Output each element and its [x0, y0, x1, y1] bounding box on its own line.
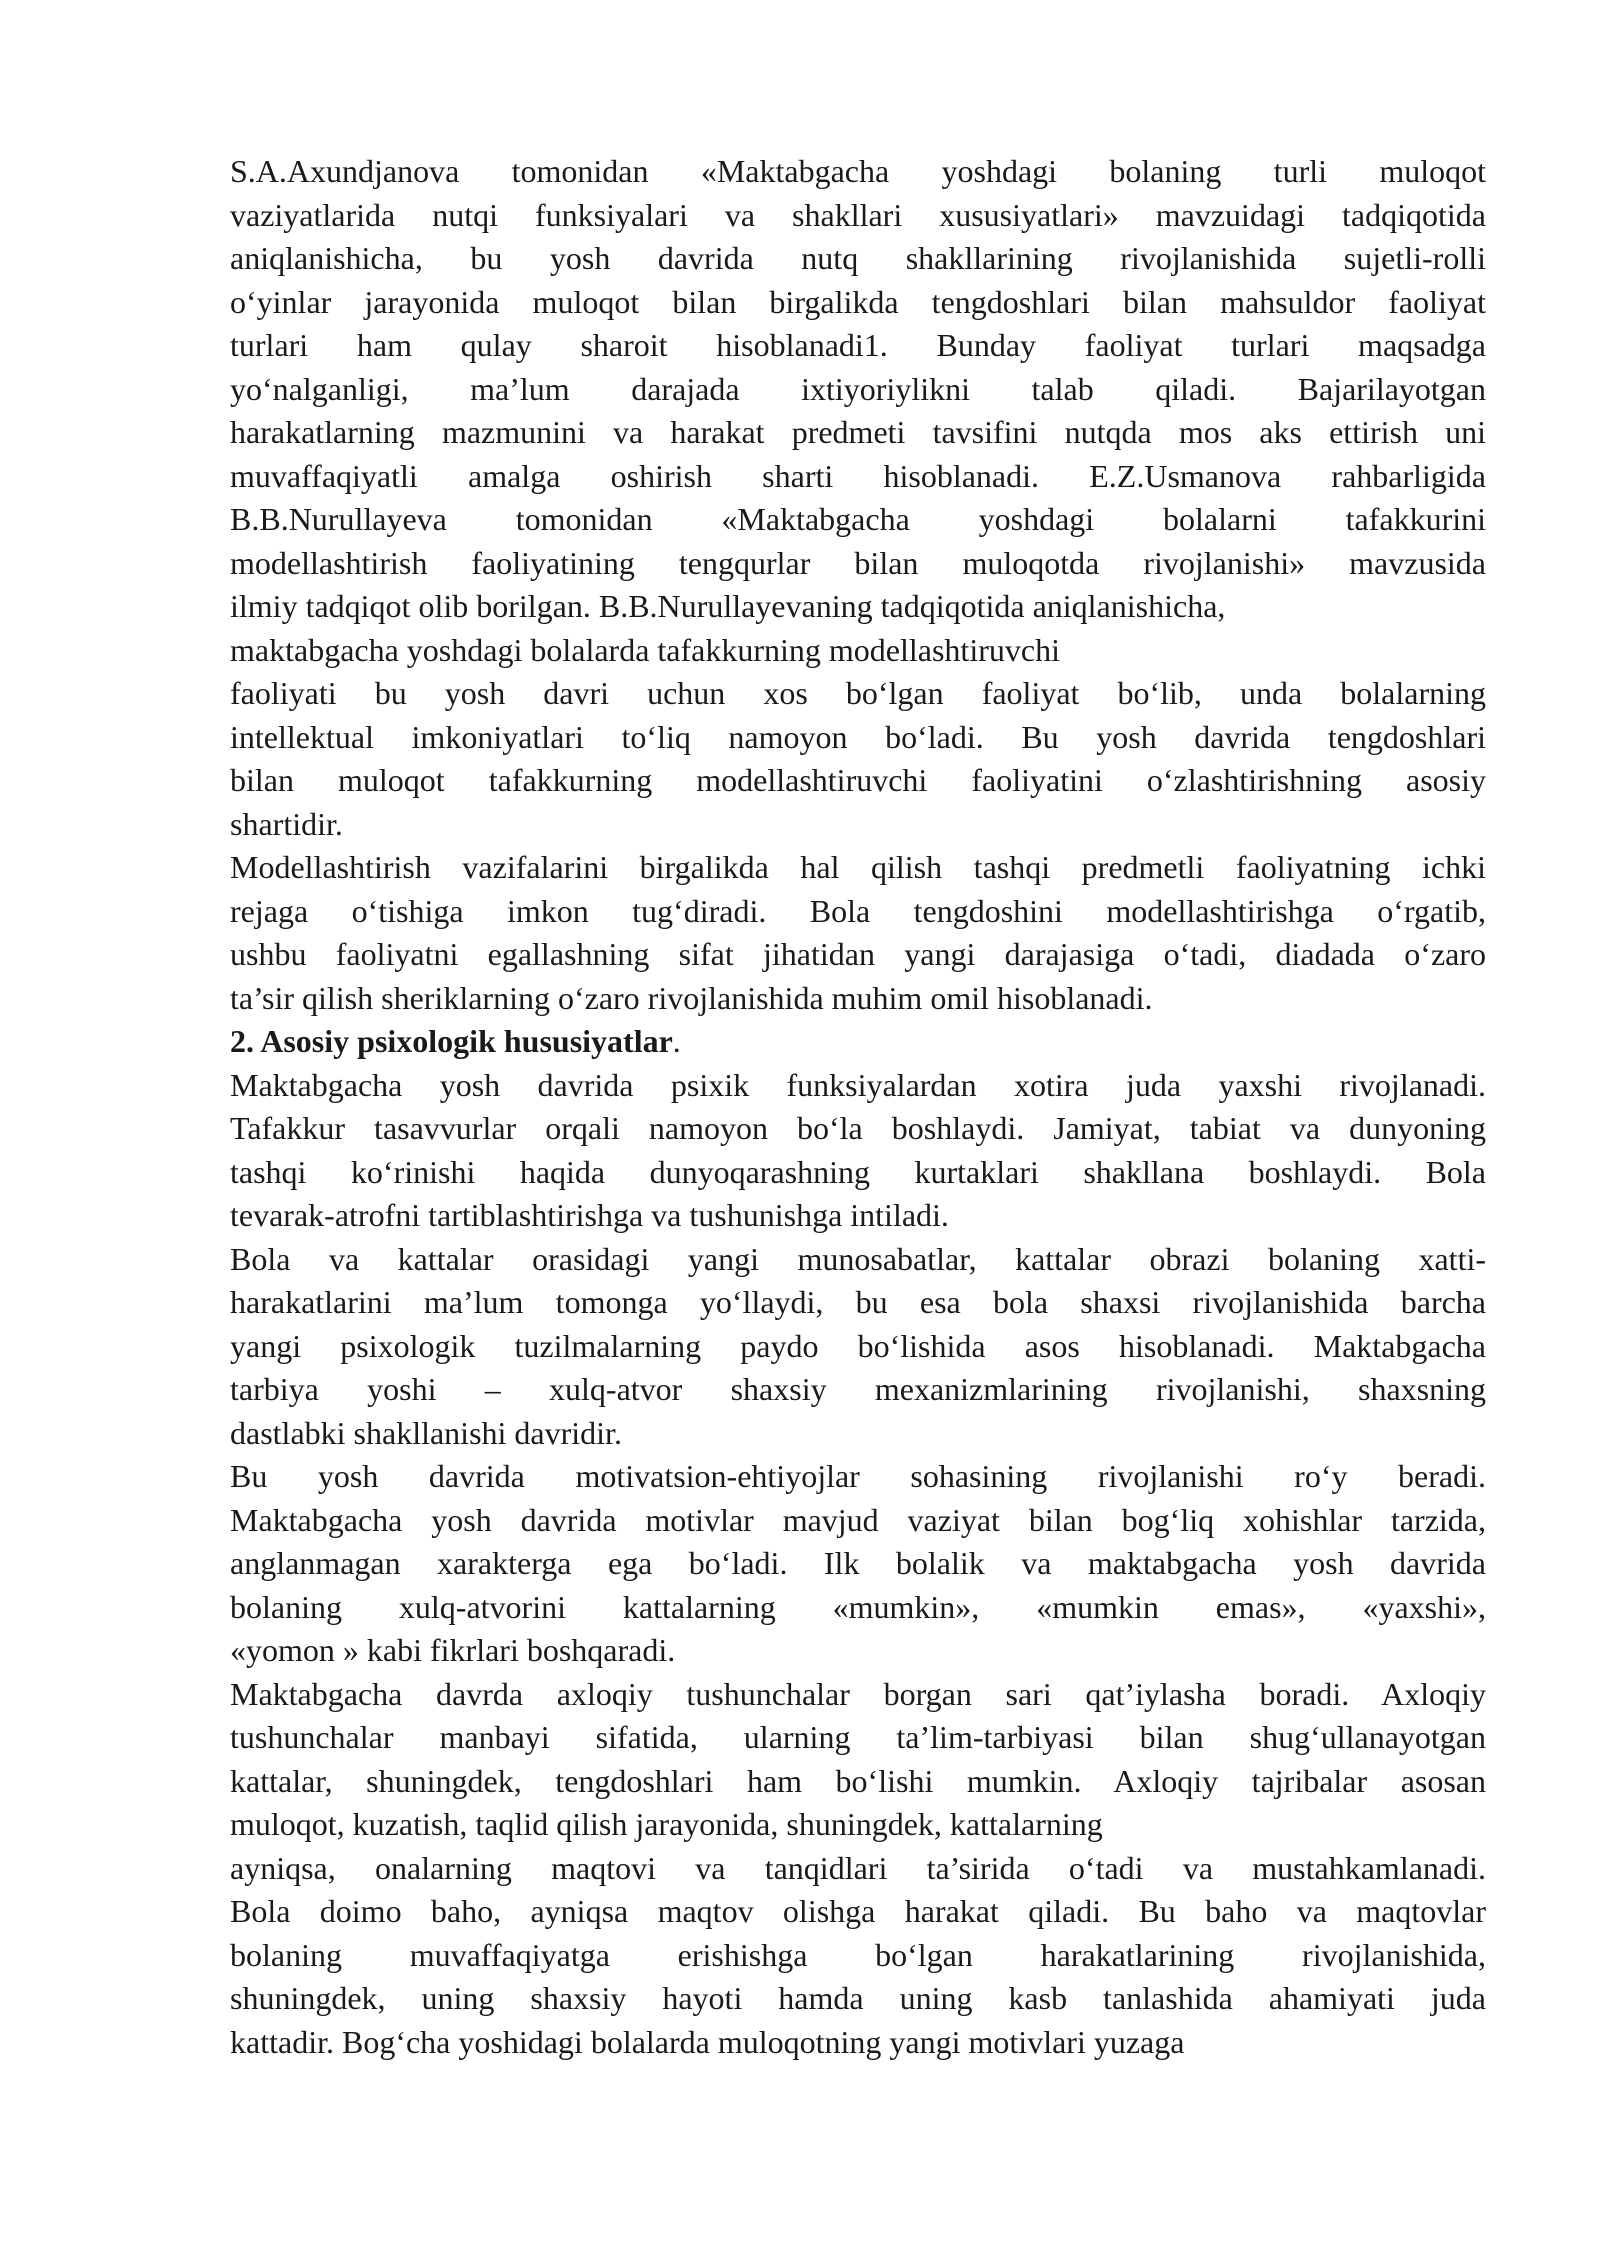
- text-line: muvaffaqiyatli amalga oshirish sharti hisoblanadi. E.Z.Usmanova rahbarligida: [230, 457, 1486, 494]
- text-line: faoliyati bu yosh davri uchun xos bo‘lgan faoliyat bo‘lib, unda bolalarning: [230, 675, 1486, 711]
- text-line: bolaning xulq-atvorini kattalarning «mumkin», «mumkin emas», «yaxshi»,: [230, 1588, 1486, 1625]
- text-line: Maktabgacha yosh davrida motivlar mavjud vaziyat bilan bog‘liq xohishlar tarzida,: [230, 1501, 1486, 1538]
- text-line: intellektual imkoniyatlari to‘liq namoyon bo‘ladi. Bu yosh davrida tengdoshlari: [230, 718, 1486, 755]
- text-line: Bola va kattalar orasidagi yangi munosabatlar, kattalar obrazi bolaning xatti-: [230, 1240, 1486, 1277]
- text-line: «yomon » kabi fikrlari boshqaradi.: [230, 1632, 676, 1668]
- text-line: bolaning muvaffaqiyatga erishishga bo‘lgan harakatlarining rivojlanishida,: [230, 1936, 1486, 1973]
- text-line: vaziyatlarida nutqi funksiyalari va shakllari xususiyatlari» mavzuidagi tadqiqotida: [230, 196, 1486, 233]
- text-line: modellashtirish faoliyatining tengqurlar bilan muloqotda rivojlanishi» mavzusida: [230, 544, 1486, 581]
- section-heading-text: 2. Asosiy psixologik hususiyatlar: [230, 1023, 673, 1059]
- text-line: S.A.Axundjanova tomonidan «Maktabgacha yoshdagi bolaning turli muloqot: [230, 153, 1486, 189]
- section-heading: [230, 1020, 1486, 1064]
- text-line: kattalar, shuningdek, tengdoshlari ham bo‘lishi mumkin. Axloqiy tajribalar asosan: [230, 1762, 1486, 1799]
- text-line: Bu yosh davrida motivatsion-ehtiyojlar sohasining rivojlanishi ro‘y beradi.: [230, 1458, 1486, 1494]
- text-line: Maktabgacha yosh davrida psixik funksiyalardan xotira juda yaxshi rivojlanadi.: [230, 1066, 1486, 1103]
- text-line: ushbu faoliyatni egallashning sifat jihatidan yangi darajasiga o‘tadi, diadada o‘zaro: [230, 936, 1486, 972]
- text-line: harakatlarini ma’lum tomonga yo‘llaydi, bu esa bola shaxsi rivojlanishida barcha: [230, 1284, 1486, 1320]
- text-line: tashqi ko‘rinishi haqida dunyoqarashning kurtaklari shakllana boshlaydi. Bola: [230, 1153, 1486, 1190]
- heading-suffix: .: [672, 1023, 681, 1059]
- text-line: yangi psixologik tuzilmalarning paydo bo‘lishida asos hisoblanadi. Maktabgacha: [230, 1327, 1486, 1364]
- text-line: shartidir.: [230, 805, 343, 842]
- text-line: turlari ham qulay sharoit hisoblanadi1. Bunday faoliyat turlari maqsadga: [230, 327, 1486, 363]
- text-line: tushunchalar manbayi sifatida, ularning ta’lim-tarbiyasi bilan shug‘ullanayotgan: [230, 1719, 1486, 1755]
- text-line: aniqlanishicha, bu yosh davrida nutq shakllarining rivojlanishida sujetli-rolli: [230, 240, 1486, 276]
- text-line: ilmiy tadqiqot olib borilgan. B.B.Nurullayevaning tadqiqotida aniqlanishicha,: [230, 588, 1226, 624]
- text-line: Bola doimo baho, ayniqsa maqtov olishga harakat qiladi. Bu baho va maqtovlar: [230, 1893, 1486, 1929]
- text-line: Tafakkur tasavvurlar orqali namoyon bo‘la boshlaydi. Jamiyat, tabiat va dunyoning: [230, 1110, 1486, 1146]
- document-body: [230, 150, 1486, 2064]
- text-line: dastlabki shakllanishi davridir.: [230, 1414, 622, 1451]
- text-line: bilan muloqot tafakkurning modellashtiruvchi faoliyatini o‘zlashtirishning asosiy: [230, 762, 1486, 798]
- text-line: yo‘nalganligi, ma’lum darajada ixtiyoriylikni talab qiladi. Bajarilayotgan: [230, 370, 1486, 407]
- text-line: maktabgacha yoshdagi bolalarda tafakkurning modellashtiruvchi: [230, 631, 1060, 668]
- text-line: ta’sir qilish sheriklarning o‘zaro rivojlanishida muhim omil hisoblanadi.: [230, 979, 1153, 1016]
- text-line: muloqot, kuzatish, taqlid qilish jarayonida, shuningdek, kattalarning: [230, 1806, 1103, 1842]
- text-line: ayniqsa, onalarning maqtovi va tanqidlari ta’sirida o‘tadi va mustahkamlanadi.: [230, 1849, 1486, 1886]
- text-line: tevarak-atrofni tartiblashtirishga va tushunishga intiladi.: [230, 1197, 949, 1233]
- text-line: tarbiya yoshi – xulq-atvor shaxsiy mexanizmlarining rivojlanishi, shaxsning: [230, 1371, 1486, 1407]
- text-line: kattadir. Bog‘cha yoshidagi bolalarda muloqotning yangi motivlari yuzaga: [230, 2023, 1185, 2060]
- text-line: Maktabgacha davrda axloqiy tushunchalar borgan sari qat’iylasha boradi. Axloqiy: [230, 1675, 1486, 1712]
- text-line: harakatlarning mazmunini va harakat predmeti tavsifini nutqda mos aks ettirish uni: [230, 414, 1486, 450]
- text-line: B.B.Nurullayeva tomonidan «Maktabgacha yoshdagi bolalarni tafakkurini: [230, 501, 1486, 537]
- text-line: rejaga o‘tishiga imkon tug‘diradi. Bola tengdoshini modellashtirishga o‘rgatib,: [230, 892, 1486, 929]
- text-line: o‘yinlar jarayonida muloqot bilan birgalikda tengdoshlari bilan mahsuldor faoliyat: [230, 283, 1486, 320]
- text-line: Modellashtirish vazifalarini birgalikda hal qilish tashqi predmetli faoliyatning ichki: [230, 849, 1486, 885]
- text-line: shuningdek, uning shaxsiy hayoti hamda uning kasb tanlashida ahamiyati juda: [230, 1980, 1486, 2016]
- text-line: anglanmagan xarakterga ega bo‘ladi. Ilk bolalik va maktabgacha yosh davrida: [230, 1545, 1486, 1581]
